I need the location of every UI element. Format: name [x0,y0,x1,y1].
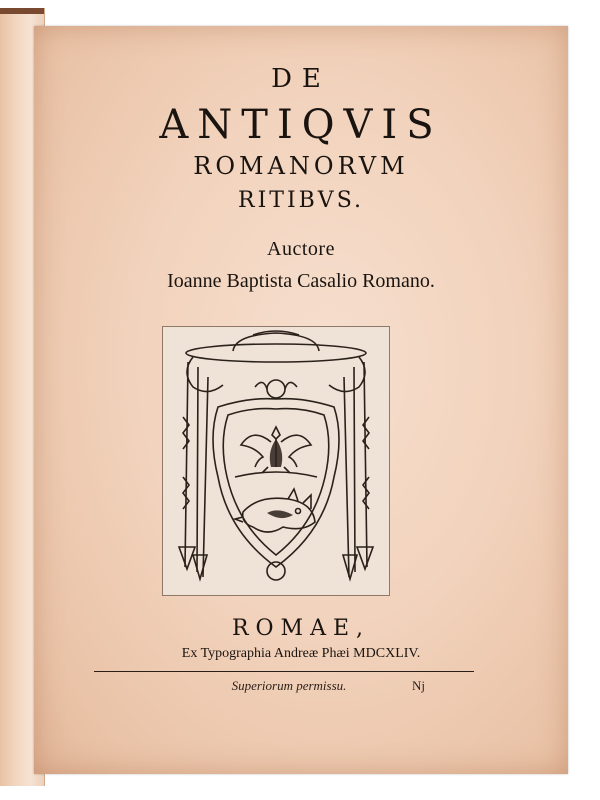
title-page [34,26,568,774]
signature-mark: Nj [412,678,425,693]
title-line-romanorvm: ROMANORVM [193,152,409,180]
cardinal-coat-of-arms-icon [162,326,390,596]
author-name: Ioanne Baptista Casalio Romano. [167,270,435,292]
auctore-label: Auctore [267,238,335,260]
title-line-de: DE [271,64,331,94]
spine-top [0,8,44,14]
place-romae: ROMAE, [231,616,371,641]
imprint-rule [94,671,474,672]
permission-line: Superiorum permissu. [231,678,347,693]
imprint-line: Ex Typographia Andreæ Phæi MDCXLIV. [181,646,421,661]
title-line-antiqvis: ANTIQVIS [159,102,443,148]
title-line-ritibvs: RITIBVS. [238,188,364,213]
